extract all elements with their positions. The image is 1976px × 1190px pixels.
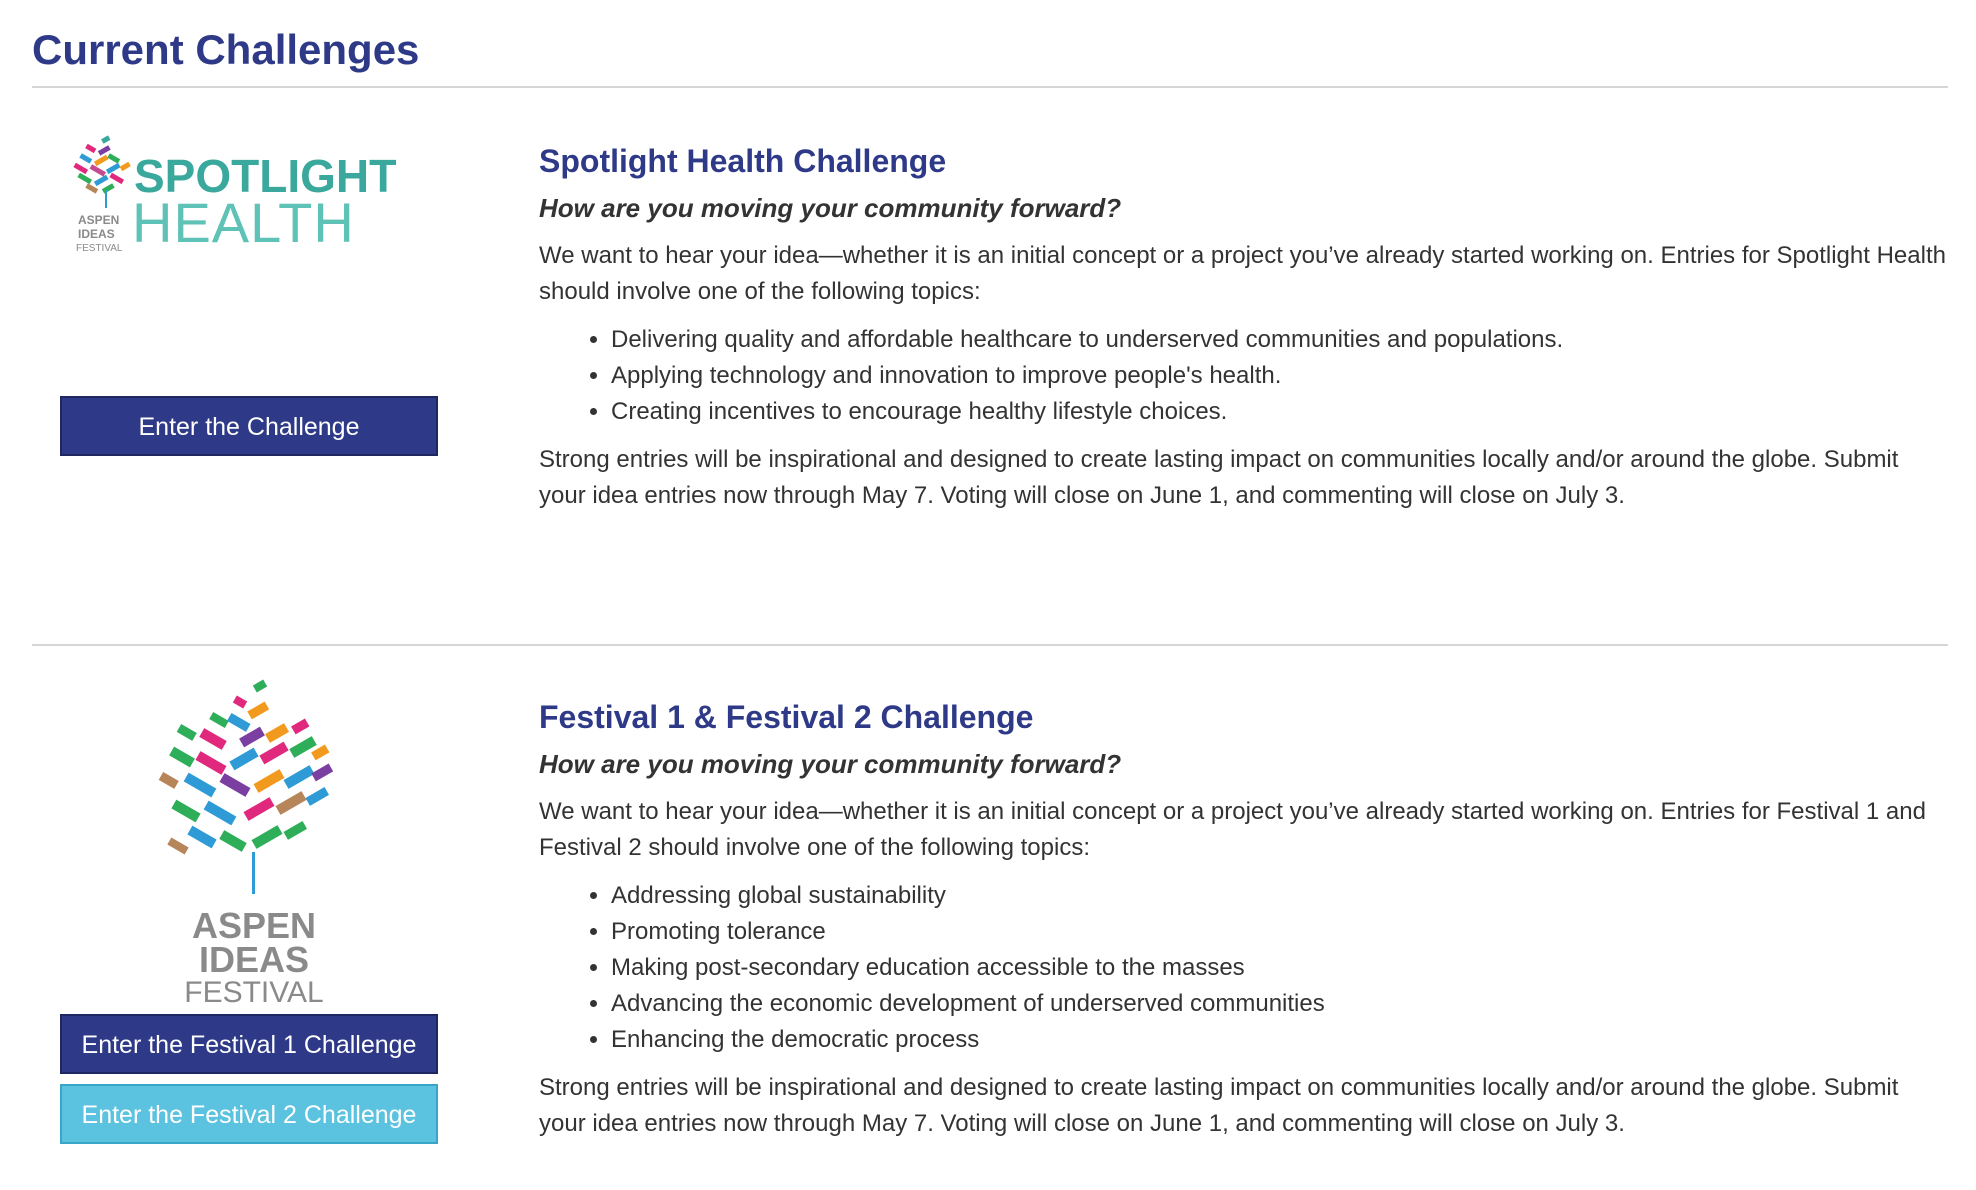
topic-list <box>539 322 1949 430</box>
list-item: • Promoting tolerance <box>611 914 1949 950</box>
challenge-content <box>539 696 1949 1142</box>
leaf-tree-icon <box>159 680 333 894</box>
challenge-intro: We want to hear your idea—whether it is an initial concept or a project you’ve already started working on. Entries for Festival 1 and Festival 2 should involve one of the following topics: <box>539 798 1926 861</box>
challenge-title: Spotlight Health Challenge <box>539 143 947 179</box>
challenge-title: Festival 1 & Festival 2 Challenge <box>539 699 1034 735</box>
challenge-question: How are you moving your community forward? <box>539 193 1122 223</box>
challenge-closing: Strong entries will be inspirational and designed to create lasting impact on communities locally and/or around the globe. Submit your idea entries now through May 7. Voting will close on June 1, and commenting will close on July 3. <box>539 446 1899 509</box>
divider <box>32 86 1948 88</box>
topic-list <box>539 878 1949 1058</box>
challenge-closing: Strong entries will be inspirational and designed to create lasting impact on communities locally and/or around the globe. Submit your idea entries now through May 7. Voting will close on June 1, and commenting will close on July 3. <box>539 1074 1899 1137</box>
leaf-mark-icon <box>73 135 130 208</box>
list-item: • Advancing the economic development of underserved communities <box>611 986 1949 1022</box>
challenge-question: How are you moving your community forward? <box>539 749 1122 779</box>
list-item: • Making post-secondary education accessible to the masses <box>611 950 1949 986</box>
page-title: Current Challenges <box>32 26 420 73</box>
list-item: • Addressing global sustainability <box>611 878 1949 914</box>
enter-challenge-button[interactable]: Enter the Challenge <box>60 396 438 456</box>
list-item: • Delivering quality and affordable healthcare to underserved communities and populations. <box>611 322 1949 358</box>
enter-festival-1-button[interactable]: Enter the Festival 1 Challenge <box>60 1014 438 1074</box>
list-item: • Applying technology and innovation to improve people's health. <box>611 358 1949 394</box>
svg-text:IDEAS: IDEAS <box>198 939 310 980</box>
challenge-left-column <box>32 666 472 1156</box>
spotlight-health-logo <box>66 132 396 277</box>
divider <box>32 644 1948 646</box>
svg-text:ASPEN: ASPEN <box>191 905 317 946</box>
list-item: • Creating incentives to encourage healthy lifestyle choices. <box>611 394 1949 430</box>
challenge-intro: We want to hear your idea—whether it is an initial concept or a project you’ve already started working on. Entries for Spotlight Health should involve one of the following topics: <box>539 242 1946 305</box>
svg-text:SPOTLIGHT: SPOTLIGHT <box>134 150 396 202</box>
svg-text:IDEAS: IDEAS <box>78 227 115 241</box>
challenge-content <box>539 140 1949 514</box>
svg-text:HEALTH: HEALTH <box>132 191 355 254</box>
svg-text:FESTIVAL: FESTIVAL <box>184 976 324 1006</box>
challenge-left-column <box>32 110 472 470</box>
list-item: • Enhancing the democratic process <box>611 1022 1949 1058</box>
aspen-ideas-festival-logo <box>144 676 364 1011</box>
svg-text:FESTIVAL: FESTIVAL <box>76 243 123 254</box>
enter-festival-2-button[interactable]: Enter the Festival 2 Challenge <box>60 1084 438 1144</box>
svg-text:ASPEN: ASPEN <box>78 213 120 227</box>
